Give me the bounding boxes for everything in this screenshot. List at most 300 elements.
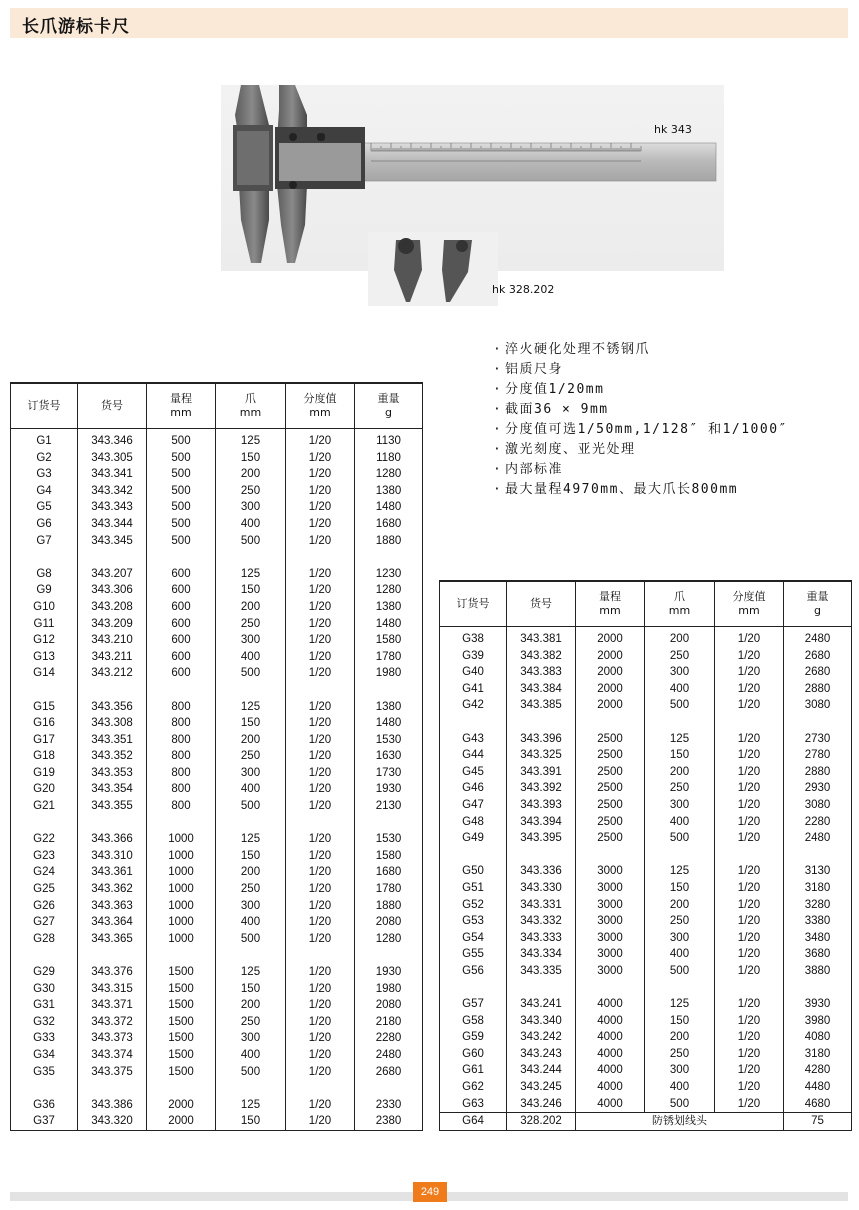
header-unit: mm (239, 406, 262, 419)
table-row (440, 731, 852, 748)
range-cell: 1000 (147, 864, 216, 881)
header-unit: mm (170, 406, 192, 419)
table-row (11, 997, 423, 1014)
range-cell: 800 (147, 798, 216, 815)
weight-cell: 2780 (784, 747, 852, 764)
item-no-cell: 343.383 (507, 664, 576, 681)
item-no-cell: 343.384 (507, 681, 576, 698)
table-row (440, 830, 852, 847)
range-cell: 4000 (576, 1062, 645, 1079)
graduation-cell: 1/20 (286, 864, 355, 881)
weight-cell: 4080 (784, 1029, 852, 1046)
scriber-illustration (368, 232, 498, 306)
graduation-cell: 1/20 (286, 715, 355, 732)
range-cell: 1000 (147, 831, 216, 848)
weight-cell: 1130 (355, 429, 423, 450)
order-no-cell: G50 (440, 863, 507, 880)
image-label-hk328202: hk 328.202 (492, 283, 555, 296)
table-row (11, 516, 423, 533)
graduation-cell: 1/20 (286, 1030, 355, 1047)
item-no-cell: 343.395 (507, 830, 576, 847)
scriber-photo (368, 232, 498, 306)
weight-cell: 1630 (355, 748, 423, 765)
range-cell: 800 (147, 715, 216, 732)
item-no-cell: 343.372 (78, 1014, 147, 1031)
item-no-cell: 343.332 (507, 913, 576, 930)
item-no-cell: 343.392 (507, 780, 576, 797)
weight-cell: 1580 (355, 632, 423, 649)
order-no-cell: G60 (440, 1046, 507, 1063)
jaw-cell: 250 (645, 648, 715, 665)
range-cell: 3000 (576, 913, 645, 930)
weight-cell: 1280 (355, 466, 423, 483)
description-cell: 防锈划线头 (576, 1113, 784, 1131)
jaw-cell: 250 (645, 1046, 715, 1063)
order-no-cell: G1 (11, 429, 78, 450)
jaw-cell: 250 (216, 483, 286, 500)
range-cell: 1000 (147, 914, 216, 931)
order-no-cell: G2 (11, 450, 78, 467)
jaw-cell: 500 (216, 931, 286, 948)
order-no-cell: G21 (11, 798, 78, 815)
item-no-cell: 343.308 (78, 715, 147, 732)
range-cell: 800 (147, 699, 216, 716)
graduation-cell: 1/20 (286, 881, 355, 898)
jaw-cell: 300 (645, 930, 715, 947)
order-no-cell: G44 (440, 747, 507, 764)
order-no-cell: G15 (11, 699, 78, 716)
jaw-cell: 125 (216, 566, 286, 583)
jaw-cell: 300 (216, 765, 286, 782)
graduation-cell: 1/20 (715, 830, 784, 847)
jaw-cell: 500 (645, 830, 715, 847)
graduation-cell: 1/20 (715, 996, 784, 1013)
feature-item: · 激光刻度、亚光处理 (493, 442, 636, 457)
weight-cell: 1480 (355, 616, 423, 633)
title-bar (10, 8, 848, 38)
range-cell: 600 (147, 566, 216, 583)
jaw-cell: 300 (645, 797, 715, 814)
table-header-row (440, 581, 852, 627)
table-row (11, 765, 423, 782)
item-no-cell: 328.202 (507, 1113, 576, 1131)
item-no-cell: 343.315 (78, 981, 147, 998)
order-no-cell: G4 (11, 483, 78, 500)
table-row (11, 881, 423, 898)
graduation-cell: 1/20 (715, 1046, 784, 1063)
table-row (440, 1113, 852, 1131)
weight-cell: 1230 (355, 566, 423, 583)
order-no-cell: G45 (440, 764, 507, 781)
range-cell: 1000 (147, 931, 216, 948)
range-cell: 800 (147, 765, 216, 782)
jaw-cell: 200 (216, 732, 286, 749)
group-spacer (440, 847, 852, 864)
order-no-cell: G58 (440, 1013, 507, 1030)
weight-cell: 2730 (784, 731, 852, 748)
table-row (440, 963, 852, 980)
order-no-cell: G35 (11, 1064, 78, 1081)
weight-cell: 2880 (784, 681, 852, 698)
header-unit: g (814, 604, 821, 617)
jaw-cell: 150 (645, 1013, 715, 1030)
group-spacer (11, 549, 423, 566)
item-no-cell: 343.361 (78, 864, 147, 881)
group-spacer (11, 815, 423, 832)
table-row (11, 632, 423, 649)
weight-cell: 4480 (784, 1079, 852, 1096)
graduation-cell: 1/20 (286, 632, 355, 649)
weight-cell: 2930 (784, 780, 852, 797)
table-row (440, 996, 852, 1013)
graduation-cell: 1/20 (286, 732, 355, 749)
weight-cell: 1930 (355, 964, 423, 981)
jaw-cell: 400 (216, 914, 286, 931)
item-no-cell: 343.305 (78, 450, 147, 467)
table-row (11, 699, 423, 716)
graduation-cell: 1/20 (286, 914, 355, 931)
jaw-cell: 125 (216, 699, 286, 716)
table-row (11, 483, 423, 500)
range-cell: 1000 (147, 881, 216, 898)
header-jaw (645, 581, 715, 627)
order-no-cell: G9 (11, 582, 78, 599)
weight-cell: 1880 (355, 898, 423, 915)
weight-cell: 1280 (355, 582, 423, 599)
header-label: 量程 (170, 392, 192, 405)
order-no-cell: G20 (11, 781, 78, 798)
weight-cell: 1580 (355, 848, 423, 865)
weight-cell: 1880 (355, 533, 423, 550)
jaw-cell: 150 (216, 450, 286, 467)
graduation-cell: 1/20 (715, 880, 784, 897)
graduation-cell: 1/20 (286, 748, 355, 765)
range-cell: 500 (147, 533, 216, 550)
graduation-cell: 1/20 (715, 913, 784, 930)
item-no-cell: 343.330 (507, 880, 576, 897)
table-row (440, 797, 852, 814)
graduation-cell: 1/20 (715, 664, 784, 681)
jaw-cell: 150 (216, 715, 286, 732)
jaw-cell: 400 (216, 649, 286, 666)
table-row (11, 1047, 423, 1064)
table-row (11, 864, 423, 881)
weight-cell: 1180 (355, 450, 423, 467)
item-no-cell: 343.366 (78, 831, 147, 848)
table-row (11, 1113, 423, 1130)
weight-cell: 2080 (355, 914, 423, 931)
graduation-cell: 1/20 (286, 931, 355, 948)
jaw-cell: 400 (645, 946, 715, 963)
range-cell: 1500 (147, 1014, 216, 1031)
order-no-cell: G49 (440, 830, 507, 847)
jaw-cell: 500 (645, 697, 715, 714)
order-no-cell: G48 (440, 814, 507, 831)
order-no-cell: G22 (11, 831, 78, 848)
item-no-cell: 343.396 (507, 731, 576, 748)
range-cell: 2500 (576, 764, 645, 781)
item-no-cell: 343.320 (78, 1113, 147, 1130)
graduation-cell: 1/20 (715, 863, 784, 880)
table-row (11, 616, 423, 633)
item-no-cell: 343.393 (507, 797, 576, 814)
item-no-cell: 343.331 (507, 897, 576, 914)
table-row (11, 599, 423, 616)
jaw-cell: 300 (216, 632, 286, 649)
range-cell: 600 (147, 632, 216, 649)
table-row (440, 780, 852, 797)
jaw-cell: 200 (645, 1029, 715, 1046)
range-cell: 800 (147, 732, 216, 749)
order-no-cell: G8 (11, 566, 78, 583)
item-no-cell: 343.391 (507, 764, 576, 781)
jaw-cell: 150 (216, 1113, 286, 1130)
graduation-cell: 1/20 (286, 599, 355, 616)
header-label: 量程 (599, 590, 621, 603)
feature-item: · 最大量程4970mm、最大爪长800mm (493, 482, 739, 497)
range-cell: 500 (147, 429, 216, 450)
graduation-cell: 1/20 (715, 1062, 784, 1079)
order-no-cell: G17 (11, 732, 78, 749)
jaw-cell: 125 (645, 863, 715, 880)
weight-cell: 4680 (784, 1096, 852, 1113)
weight-cell: 2680 (784, 648, 852, 665)
jaw-cell: 150 (645, 880, 715, 897)
graduation-cell: 1/20 (286, 499, 355, 516)
order-no-cell: G34 (11, 1047, 78, 1064)
range-cell: 600 (147, 649, 216, 666)
table-row (440, 946, 852, 963)
graduation-cell: 1/20 (286, 781, 355, 798)
graduation-cell: 1/20 (286, 1097, 355, 1114)
spec-table-left (10, 382, 423, 1131)
weight-cell: 1280 (355, 931, 423, 948)
header-weight (355, 383, 423, 429)
range-cell: 4000 (576, 1046, 645, 1063)
order-no-cell: G12 (11, 632, 78, 649)
range-cell: 4000 (576, 996, 645, 1013)
item-no-cell: 343.333 (507, 930, 576, 947)
table-row (440, 1013, 852, 1030)
graduation-cell: 1/20 (286, 1014, 355, 1031)
order-no-cell: G33 (11, 1030, 78, 1047)
order-no-cell: G56 (440, 963, 507, 980)
order-no-cell: G43 (440, 731, 507, 748)
graduation-cell: 1/20 (286, 649, 355, 666)
header-label: 订货号 (456, 597, 490, 610)
range-cell: 2500 (576, 731, 645, 748)
order-no-cell: G24 (11, 864, 78, 881)
item-no-cell: 343.325 (507, 747, 576, 764)
item-no-cell: 343.211 (78, 649, 147, 666)
order-no-cell: G23 (11, 848, 78, 865)
jaw-cell: 500 (216, 1064, 286, 1081)
item-no-cell: 343.242 (507, 1029, 576, 1046)
order-no-cell: G25 (11, 881, 78, 898)
jaw-cell: 300 (216, 1030, 286, 1047)
item-no-cell: 343.365 (78, 931, 147, 948)
range-cell: 800 (147, 748, 216, 765)
order-no-cell: G64 (440, 1113, 507, 1131)
item-no-cell: 343.245 (507, 1079, 576, 1096)
table-row (440, 648, 852, 665)
order-no-cell: G41 (440, 681, 507, 698)
order-no-cell: G55 (440, 946, 507, 963)
range-cell: 4000 (576, 1013, 645, 1030)
range-cell: 4000 (576, 1079, 645, 1096)
order-no-cell: G51 (440, 880, 507, 897)
jaw-cell: 400 (216, 516, 286, 533)
range-cell: 500 (147, 450, 216, 467)
weight-cell: 1380 (355, 599, 423, 616)
feature-item: · 截面36 × 9mm (493, 402, 609, 417)
weight-cell: 2280 (784, 814, 852, 831)
item-no-cell: 343.353 (78, 765, 147, 782)
table-row (440, 1062, 852, 1079)
page-title: 长爪游标卡尺 (22, 17, 130, 37)
item-no-cell: 343.386 (78, 1097, 147, 1114)
jaw-cell: 200 (216, 466, 286, 483)
feature-list (493, 340, 788, 500)
graduation-cell: 1/20 (286, 466, 355, 483)
order-no-cell: G10 (11, 599, 78, 616)
range-cell: 2000 (147, 1113, 216, 1130)
item-no-cell: 343.376 (78, 964, 147, 981)
range-cell: 2500 (576, 797, 645, 814)
jaw-cell: 250 (216, 1014, 286, 1031)
table-row (11, 898, 423, 915)
order-no-cell: G31 (11, 997, 78, 1014)
jaw-cell: 400 (216, 1047, 286, 1064)
item-no-cell: 343.364 (78, 914, 147, 931)
graduation-cell: 1/20 (715, 697, 784, 714)
range-cell: 3000 (576, 880, 645, 897)
jaw-cell: 400 (645, 814, 715, 831)
jaw-cell: 250 (216, 748, 286, 765)
table-row (11, 931, 423, 948)
weight-cell: 3880 (784, 963, 852, 980)
header-order-no (440, 581, 507, 627)
range-cell: 1500 (147, 964, 216, 981)
jaw-cell: 500 (645, 963, 715, 980)
order-no-cell: G28 (11, 931, 78, 948)
item-no-cell: 343.209 (78, 616, 147, 633)
weight-cell: 1780 (355, 649, 423, 666)
table-row (440, 814, 852, 831)
item-no-cell: 343.351 (78, 732, 147, 749)
header-label: 爪 (674, 590, 685, 603)
range-cell: 2000 (576, 664, 645, 681)
order-no-cell: G37 (11, 1113, 78, 1130)
graduation-cell: 1/20 (286, 533, 355, 550)
table-row (440, 863, 852, 880)
table-row (11, 1030, 423, 1047)
item-no-cell: 343.306 (78, 582, 147, 599)
table-row (11, 1064, 423, 1081)
jaw-cell: 125 (645, 731, 715, 748)
graduation-cell: 1/20 (286, 964, 355, 981)
item-no-cell: 343.385 (507, 697, 576, 714)
jaw-cell: 250 (216, 616, 286, 633)
graduation-cell: 1/20 (715, 648, 784, 665)
range-cell: 1000 (147, 848, 216, 865)
range-cell: 1500 (147, 1030, 216, 1047)
weight-cell: 2380 (355, 1113, 423, 1130)
order-no-cell: G32 (11, 1014, 78, 1031)
graduation-cell: 1/20 (715, 780, 784, 797)
weight-cell: 1980 (355, 981, 423, 998)
group-spacer (11, 1080, 423, 1097)
range-cell: 600 (147, 582, 216, 599)
order-no-cell: G42 (440, 697, 507, 714)
graduation-cell: 1/20 (715, 1013, 784, 1030)
item-no-cell: 343.334 (507, 946, 576, 963)
header-item-no (78, 383, 147, 429)
order-no-cell: G62 (440, 1079, 507, 1096)
table-row (440, 897, 852, 914)
table-row (11, 649, 423, 666)
jaw-cell: 300 (216, 499, 286, 516)
header-jaw (216, 383, 286, 429)
item-no-cell: 343.382 (507, 648, 576, 665)
range-cell: 2500 (576, 780, 645, 797)
weight-cell: 2180 (355, 1014, 423, 1031)
item-no-cell: 343.356 (78, 699, 147, 716)
weight-cell: 1780 (355, 881, 423, 898)
table-row (440, 930, 852, 947)
header-unit: mm (309, 406, 331, 419)
order-no-cell: G6 (11, 516, 78, 533)
table-row (11, 748, 423, 765)
header-label: 分度值 (303, 392, 337, 405)
graduation-cell: 1/20 (286, 616, 355, 633)
header-unit: g (385, 406, 392, 419)
weight-cell: 3080 (784, 697, 852, 714)
jaw-cell: 400 (645, 1079, 715, 1096)
feature-item: · 分度值可选1/50mm,1/128″ 和1/1000″ (493, 422, 788, 437)
table-row (440, 1096, 852, 1113)
jaw-cell: 150 (645, 747, 715, 764)
jaw-cell: 300 (216, 898, 286, 915)
range-cell: 1500 (147, 997, 216, 1014)
feature-item: · 内部标准 (493, 462, 564, 477)
table-row (11, 566, 423, 583)
jaw-cell: 200 (216, 997, 286, 1014)
header-label: 货号 (530, 597, 552, 610)
table-row (11, 914, 423, 931)
order-no-cell: G5 (11, 499, 78, 516)
order-no-cell: G59 (440, 1029, 507, 1046)
item-no-cell: 343.336 (507, 863, 576, 880)
item-no-cell: 343.345 (78, 533, 147, 550)
graduation-cell: 1/20 (715, 627, 784, 648)
graduation-cell: 1/20 (286, 450, 355, 467)
table-row (440, 697, 852, 714)
order-no-cell: G29 (11, 964, 78, 981)
feature-item: · 铝质尺身 (493, 362, 564, 377)
order-no-cell: G16 (11, 715, 78, 732)
table-row (11, 1097, 423, 1114)
order-no-cell: G39 (440, 648, 507, 665)
weight-cell: 3980 (784, 1013, 852, 1030)
jaw-cell: 250 (645, 780, 715, 797)
jaw-cell: 150 (216, 582, 286, 599)
item-no-cell: 343.341 (78, 466, 147, 483)
weight-cell: 1530 (355, 831, 423, 848)
graduation-cell: 1/20 (715, 797, 784, 814)
graduation-cell: 1/20 (286, 429, 355, 450)
item-no-cell: 343.207 (78, 566, 147, 583)
